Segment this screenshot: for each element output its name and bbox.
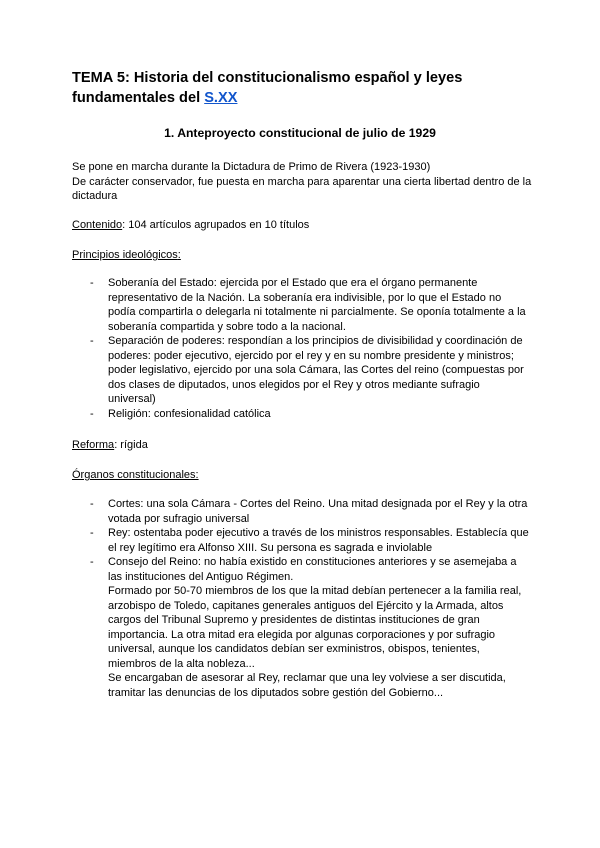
reforma-line: [72, 438, 532, 453]
list-item: [90, 526, 530, 555]
principios-heading: [72, 248, 532, 263]
organo-consejo-intro: - Consejo del Reino: no había existido en constituciones anteriores y se asemejaba a las instituciones del Antiguo Régimen.: [108, 556, 517, 583]
section-heading: 1. Anteproyecto constitucional de julio de 1929: [164, 126, 436, 140]
principio-separacion: - Separación de poderes: respondían a los principios de divisibilidad y coordinación de poderes: poder ejecutivo, ejercido por el rey y en su nombre presidente y ministros; poder legislativo, ejercido por una sola Cámara, las Cortes del reino (compuestas por dos clases de diputados, unos elegidos por el Rey y otros mediante sufragio universal): [108, 335, 524, 405]
page-title: [72, 68, 542, 108]
principios-list: [90, 276, 530, 421]
principios-label: Principios ideológicos: [72, 249, 178, 261]
organos-suffix: :: [195, 469, 199, 481]
reforma-text: : rígida: [114, 439, 148, 451]
principio-religion: - Religión: confesionalidad católica: [108, 407, 271, 420]
intro-line-2: De carácter conservador, fue puesta en marcha para aparentar una cierta libertad dentro de la dictadura: [72, 175, 532, 202]
contenido-text: : 104 artículos agrupados en 10 títulos: [122, 219, 310, 231]
list-item: [90, 497, 530, 526]
organo-consejo-formacion: Formado por 50-70 miembros de los que la mitad debían pertenecer a la familia real, arzobispo de Toledo, capitanes generales antiguos del Ejército y la Armada, altos cargos del Tribunal Supremo y presidentes de distintas instituciones de gran importancia. La otra mitad era elegida por algunas corporaciones y por sufragio universal, aunque los candidatos debían ser exministros, obispos, tenientes, miembros de la alta nobleza...: [108, 585, 522, 670]
title-link-sxx[interactable]: S.XX: [204, 90, 238, 106]
contenido-label: Contenido: [72, 219, 123, 231]
intro-block: [72, 160, 532, 204]
organo-cortes: - Cortes: una sola Cámara - Cortes del Reino. Una mitad designada por el Rey y la otra votada por sufragio universal: [108, 498, 528, 525]
list-item: [90, 276, 530, 334]
list-item: [90, 555, 530, 700]
title-text: TEMA 5: Historia del constitucionalismo español y leyes fundamentales del: [72, 70, 463, 106]
organos-label: Órganos constitucionales: [72, 469, 196, 481]
organos-list: [90, 497, 530, 700]
list-item: [90, 407, 530, 422]
list-item: [90, 334, 530, 407]
intro-line-1: Se pone en marcha durante la Dictadura de Primo de Rivera (1923-1930): [72, 161, 431, 173]
principio-soberania: - Soberanía del Estado: ejercida por el Estado que era el órgano permanente representativo de la Nación. La soberanía era indivisible, por lo que el Estado no podía compartirla o delegarla ni totalmente ni parcialmente. Se oponía totalmente a la soberanía compartida y sobre todo a la nacional.: [108, 277, 526, 333]
reforma-label: Reforma: [72, 439, 115, 451]
organos-heading: [72, 468, 532, 483]
organo-consejo-funciones: Se encargaban de asesorar al Rey, reclamar que una ley volviese a ser discutida, tramitar las denuncias de los diputados sobre gestión del Gobierno...: [108, 672, 506, 699]
organo-rey: - Rey: ostentaba poder ejecutivo a través de los ministros responsables. Establecía que el rey legítimo era Alfonso XIII. Su persona es sagrada e inviolable: [108, 527, 529, 554]
principios-suffix: :: [177, 249, 181, 261]
contenido-line: [72, 218, 532, 233]
